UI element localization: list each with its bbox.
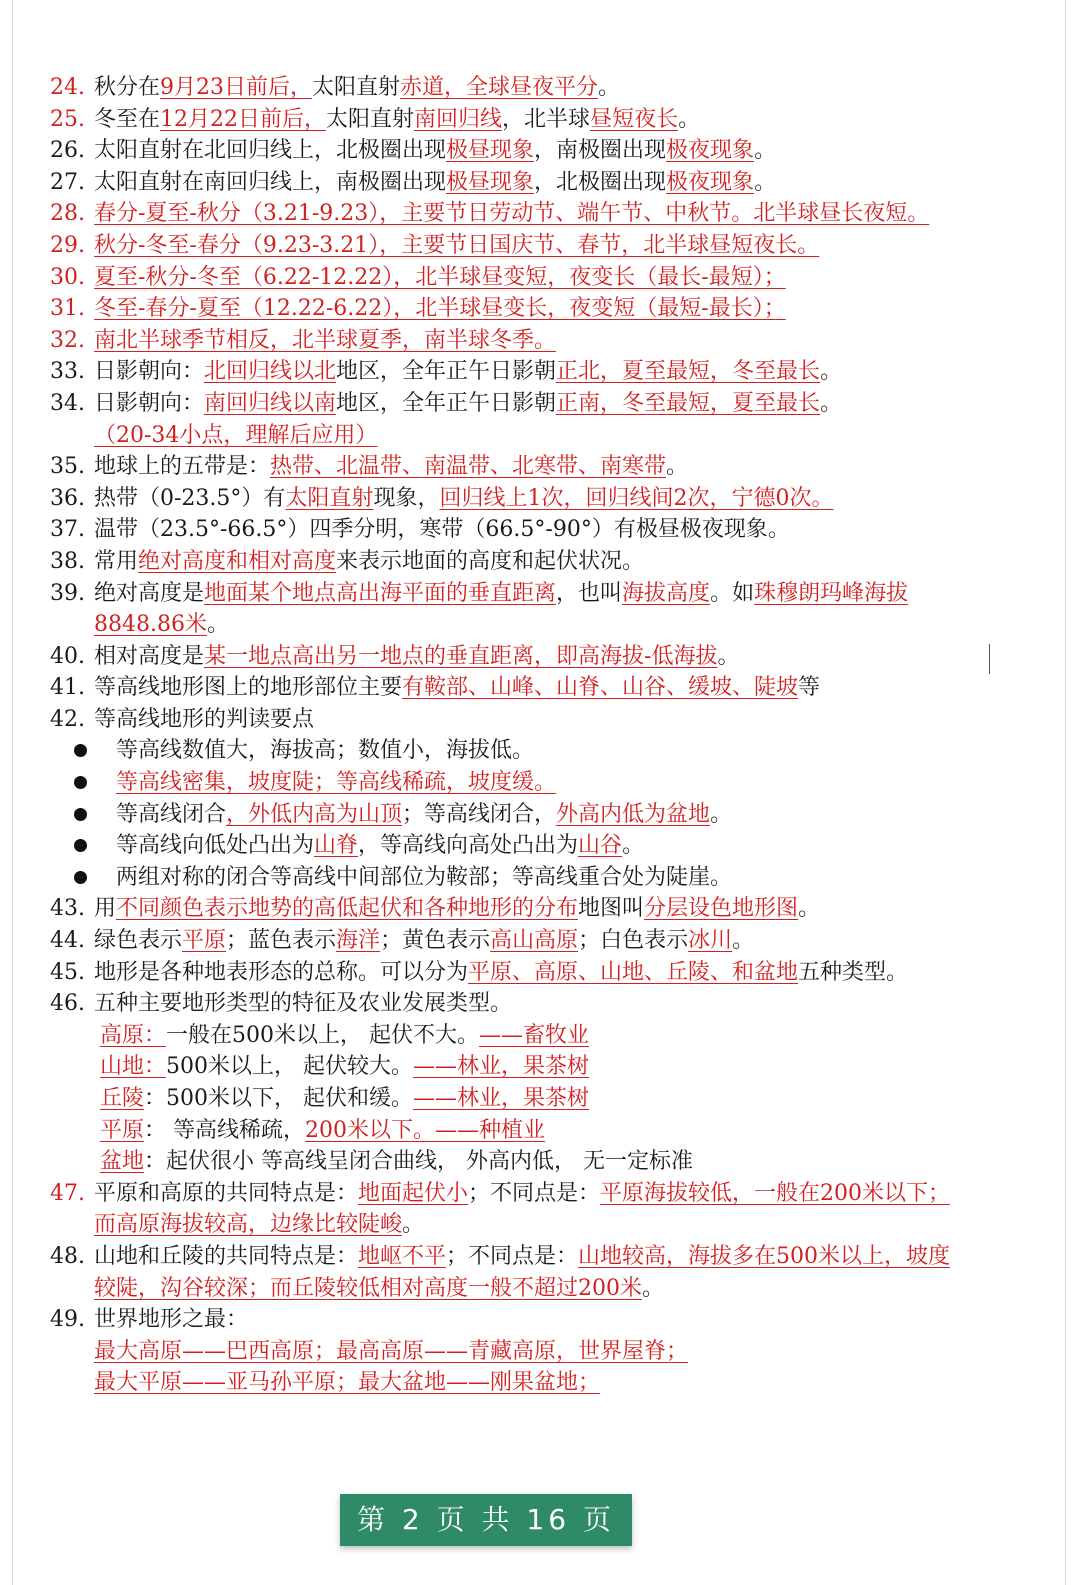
body-text: 相对高度是 xyxy=(94,643,205,669)
body-text: 。 xyxy=(798,896,821,922)
highlight-text: 平原 xyxy=(100,1117,145,1143)
document-body xyxy=(50,72,970,1399)
bullet-dot-icon xyxy=(74,871,87,884)
body-text: ，也叫 xyxy=(556,580,623,606)
highlight-text: 冬至-春分-夏至（12.22-6.22），北半球昼变长，夜变短（最短-最长）； xyxy=(94,296,786,322)
highlight-text: 山脊 xyxy=(314,833,359,859)
note-item xyxy=(50,578,970,641)
body-text: ，等高线向高处凸出为 xyxy=(358,833,579,859)
note-item xyxy=(50,925,970,957)
bullet-item xyxy=(50,799,970,831)
body-text: 。 xyxy=(666,454,689,480)
note-item xyxy=(50,135,970,167)
item-number: 33. xyxy=(50,359,85,385)
item-number: 49. xyxy=(50,1307,85,1333)
highlight-text: 极昼现象 xyxy=(446,138,535,164)
contour-rules-list xyxy=(50,735,970,893)
body-text: 绿色表示 xyxy=(94,928,183,954)
highlight-text: 南回归线 xyxy=(414,106,503,132)
note-item xyxy=(50,483,970,515)
highlight-text: 最大高原——巴西高原；最高高原——青藏高原，世界屋脊； xyxy=(94,1338,689,1364)
bullet-item xyxy=(50,862,970,894)
body-text: 一般在500米以上， 起伏不大。 xyxy=(166,1022,480,1048)
landform-row xyxy=(50,1020,970,1052)
highlight-text: 赤道，全球昼夜平分 xyxy=(400,75,599,100)
highlight-text: 北回归线以北 xyxy=(204,359,337,385)
body-text: 五种类型。 xyxy=(798,959,909,985)
note-item xyxy=(50,451,970,483)
landform-types-list xyxy=(50,1020,970,1178)
note-item xyxy=(50,293,970,325)
body-text: 五种主要地形类型的特征及农业发展类型。 xyxy=(94,991,513,1017)
item-number: 34. xyxy=(50,390,85,416)
body-text: 等高线向低处凸出为 xyxy=(116,833,315,859)
body-text: 太阳直射 xyxy=(326,106,415,132)
note-item xyxy=(50,957,970,989)
body-text: ；黄色表示 xyxy=(380,928,491,954)
highlight-text: 海拔高度 xyxy=(622,580,711,606)
item-number: 31. xyxy=(50,296,85,322)
highlight-text: 极夜现象 xyxy=(666,169,755,195)
item-number: 25. xyxy=(50,106,85,132)
body-text: 现象， xyxy=(373,485,440,511)
highlight-text: 山谷 xyxy=(578,833,623,859)
bullet-dot-icon xyxy=(74,744,87,757)
landform-row xyxy=(50,1051,970,1083)
body-text: 。如 xyxy=(710,580,755,606)
highlight-text: 盆地 xyxy=(100,1149,145,1175)
highlight-text: 南北半球季节相反，北半球夏季，南半球冬季。 xyxy=(94,327,557,353)
note-item xyxy=(50,1178,970,1241)
body-text: 绝对高度是 xyxy=(94,580,205,606)
note-item xyxy=(50,325,970,357)
item-number: 41. xyxy=(50,675,85,701)
highlight-text: 12月22日前后， xyxy=(160,106,327,132)
highlight-text: 200米以下。——种植业 xyxy=(305,1117,546,1143)
highlight-text: 不同颜色表示地势的高低起伏和各种地形的分布 xyxy=(116,896,579,922)
highlight-text: 山地： xyxy=(100,1054,167,1080)
highlight-text: 分层设色地形图 xyxy=(644,896,799,922)
note-item xyxy=(50,1241,970,1304)
bullet-item xyxy=(50,767,970,799)
body-text: 太阳直射在南回归线上，南极圈出现 xyxy=(94,169,447,195)
note-item xyxy=(50,704,970,736)
body-text: 等高线闭合 xyxy=(116,801,227,827)
bullet-dot-icon xyxy=(74,776,87,789)
highlight-text: ，外低内高为山顶 xyxy=(226,801,403,827)
body-text: 温带（23.5°-66.5°）四季分明，寒带（66.5°-90°）有极昼极夜现象。 xyxy=(94,517,790,543)
note-item xyxy=(50,104,970,136)
body-text: 。 xyxy=(402,1212,425,1238)
highlight-text: 极昼现象 xyxy=(446,169,535,195)
body-text: 世界地形之最： xyxy=(94,1307,249,1333)
highlight-text: 极夜现象 xyxy=(666,138,755,164)
item-number: 45. xyxy=(50,959,85,985)
body-text: 日影朝向： xyxy=(94,359,205,385)
highlight-text: ——畜牧业 xyxy=(479,1022,590,1048)
body-text: 。 xyxy=(820,359,843,385)
highlight-text: 丘陵 xyxy=(100,1086,145,1111)
highlight-text: 绝对高度和相对高度 xyxy=(138,548,337,574)
body-text: 。 xyxy=(206,612,229,638)
body-text: 。 xyxy=(754,169,777,195)
body-text: 地形是各种地表形态的总称。可以分为 xyxy=(94,959,469,985)
item-number: 42. xyxy=(50,706,85,732)
note-item xyxy=(50,893,970,925)
notes-list-part-1 xyxy=(50,72,970,735)
body-text: ： 等高线稀疏， xyxy=(144,1117,306,1143)
notes-list-part-2 xyxy=(50,893,970,1019)
body-text: ；白色表示 xyxy=(578,928,689,954)
item-number: 32. xyxy=(50,327,85,353)
highlight-text: 地面某个地点高出海平面的垂直距离 xyxy=(204,580,557,606)
body-text: 。 xyxy=(598,75,621,100)
body-text: 。 xyxy=(732,928,755,954)
body-text: 。 xyxy=(820,390,843,416)
highlight-text: 有鞍部、山峰、山脊、山谷、缓坡、陡坡 xyxy=(402,675,799,701)
highlight-text: 地面起伏小 xyxy=(358,1180,469,1206)
notes-list-part-3 xyxy=(50,1178,970,1399)
highlight-text: 珠穆朗玛峰海拔8848.86米 xyxy=(94,580,909,638)
body-text: 日影朝向： xyxy=(94,390,205,416)
note-item xyxy=(50,72,970,104)
body-text: ：起伏很小 等高线呈闭合曲线， 外高内低， 无一定标准 xyxy=(144,1149,693,1175)
item-number: 28. xyxy=(50,201,85,227)
note-item xyxy=(50,230,970,262)
item-number: 39. xyxy=(50,580,85,606)
body-text: 冬至在 xyxy=(94,106,161,132)
body-text: 用 xyxy=(94,896,117,922)
body-text: 。 xyxy=(622,833,645,859)
landform-row xyxy=(50,1083,970,1115)
bullet-item xyxy=(50,735,970,767)
highlight-text: 太阳直射 xyxy=(285,485,374,511)
note-item xyxy=(50,356,970,388)
page-number-badge: 第 2 页 共 16 页 xyxy=(340,1494,632,1546)
note-item xyxy=(50,546,970,578)
item-number: 35. xyxy=(50,454,85,480)
body-text: 。 xyxy=(710,801,733,827)
highlight-text: 平原、高原、山地、丘陵、和盆地 xyxy=(468,959,799,985)
item-number: 47. xyxy=(50,1180,85,1206)
note-item xyxy=(50,167,970,199)
item-number: 27. xyxy=(50,169,85,195)
body-text: ；蓝色表示 xyxy=(226,928,337,954)
body-text: ；不同点是： xyxy=(446,1243,579,1269)
highlight-text: 高山高原 xyxy=(490,928,579,954)
body-text: 。 xyxy=(717,643,740,669)
note-item xyxy=(50,641,970,673)
body-text: 常用 xyxy=(94,548,139,574)
highlight-text: 9月23日前后， xyxy=(160,75,313,100)
body-text: 平原和高原的共同特点是： xyxy=(94,1180,359,1206)
body-text: 。 xyxy=(642,1275,665,1301)
highlight-text: 夏至-秋分-冬至（6.22-12.22），北半球昼变短，夜变长（最长-最短）； xyxy=(94,264,786,290)
note-item xyxy=(50,1304,970,1399)
highlight-text: 南回归线以南 xyxy=(204,390,337,416)
body-text: 等 xyxy=(798,675,821,701)
item-number: 40. xyxy=(50,643,85,669)
body-text: ：500米以下， 起伏和缓。 xyxy=(144,1086,414,1111)
highlight-text: ——林业，果茶树 xyxy=(413,1054,590,1080)
highlight-text: 正南，冬至最短，夏至最长 xyxy=(556,390,821,416)
body-text: ；不同点是： xyxy=(468,1180,601,1206)
highlight-text: 热带、北温带、南温带、北寒带、南寒带 xyxy=(270,454,667,480)
highlight-text: 某一地点高出另一地点的垂直距离，即高海拔-低海拔 xyxy=(204,643,718,669)
item-number: 38. xyxy=(50,548,85,574)
item-number: 30. xyxy=(50,264,85,290)
highlight-text: （20-34小点，理解后应用） xyxy=(94,422,378,448)
bullet-dot-icon xyxy=(74,808,87,821)
bullet-dot-icon xyxy=(74,839,87,852)
body-text: 热带（0-23.5°）有 xyxy=(94,485,286,511)
highlight-text: 昼短夜长 xyxy=(590,106,679,132)
item-number: 29. xyxy=(50,232,85,258)
highlight-text: 等高线密集，坡度陡；等高线稀疏，坡度缓。 xyxy=(116,770,557,796)
body-text: ；等高线闭合， xyxy=(402,801,557,827)
item-number: 46. xyxy=(50,991,85,1017)
highlight-text: 地岖不平 xyxy=(358,1243,447,1269)
highlight-text: 春分-夏至-秋分（3.21-9.23），主要节日劳动节、端午节、中秋节。北半球昼长夜短。 xyxy=(94,201,930,227)
item-number: 24. xyxy=(50,75,85,100)
highlight-text: 秋分-冬至-春分（9.23-3.21），主要节日国庆节、春节，北半球昼短夜长。 xyxy=(94,232,820,258)
highlight-text: 平原 xyxy=(182,928,227,954)
body-text: 山地和丘陵的共同特点是： xyxy=(94,1243,359,1269)
item-number: 44. xyxy=(50,928,85,954)
item-number: 37. xyxy=(50,517,85,543)
highlight-text: 正北，夏至最短，冬至最长 xyxy=(556,359,821,385)
body-text: ，北半球 xyxy=(502,106,591,132)
item-number: 26. xyxy=(50,138,85,164)
highlight-text: 海洋 xyxy=(336,928,381,954)
body-text: 等高线地形的判读要点 xyxy=(94,706,315,732)
body-text: 地球上的五带是： xyxy=(94,454,271,480)
landform-row xyxy=(50,1146,970,1178)
highlight-text: 高原： xyxy=(100,1022,167,1048)
note-item xyxy=(50,988,970,1020)
body-text: 地区，全年正午日影朝 xyxy=(336,390,557,416)
body-text: 太阳直射在北回归线上，北极圈出现 xyxy=(94,138,447,164)
body-text: 太阳直射 xyxy=(312,75,401,100)
highlight-text: 山地较高，海拔多在500米以上，坡度较陡，沟谷较深；而丘陵较低相对高度一般不超过200米 xyxy=(94,1243,951,1301)
note-item xyxy=(50,262,970,294)
body-text: ，北极圈出现 xyxy=(534,169,667,195)
highlight-text: 回归线上1次，回归线间2次，宁德0次。 xyxy=(439,485,834,511)
note-item xyxy=(50,514,970,546)
body-text: ，南极圈出现 xyxy=(534,138,667,164)
highlight-text: 冰川 xyxy=(688,928,733,954)
body-text: 。 xyxy=(678,106,701,132)
body-text: 两组对称的闭合等高线中间部位为鞍部；等高线重合处为陡崖。 xyxy=(116,864,733,890)
body-text: 秋分在 xyxy=(94,75,161,100)
highlight-text: 外高内低为盆地 xyxy=(556,801,711,827)
highlight-text: 最大平原——亚马孙平原；最大盆地——刚果盆地； xyxy=(94,1370,601,1396)
landform-row xyxy=(50,1115,970,1147)
body-text: 来表示地面的高度和起伏状况。 xyxy=(336,548,645,574)
body-text: 等高线数值大，海拔高；数值小，海拔低。 xyxy=(116,738,535,764)
note-item xyxy=(50,388,970,451)
item-number: 36. xyxy=(50,485,85,511)
item-number: 43. xyxy=(50,896,85,922)
body-text: 500米以上， 起伏较大。 xyxy=(166,1054,414,1080)
highlight-text: 平原海拔较低，一般在200米以下；而高原海拔较高，边缘比较陡峻 xyxy=(94,1180,951,1238)
note-item xyxy=(50,672,970,704)
body-text: 地区，全年正午日影朝 xyxy=(336,359,557,385)
body-text: 等高线地形图上的地形部位主要 xyxy=(94,675,403,701)
bullet-item xyxy=(50,830,970,862)
body-text: 。 xyxy=(754,138,777,164)
item-number: 48. xyxy=(50,1243,85,1269)
body-text: 地图叫 xyxy=(578,896,645,922)
note-item xyxy=(50,198,970,230)
text-cursor xyxy=(989,644,990,674)
highlight-text: ——林业，果茶树 xyxy=(413,1086,590,1111)
